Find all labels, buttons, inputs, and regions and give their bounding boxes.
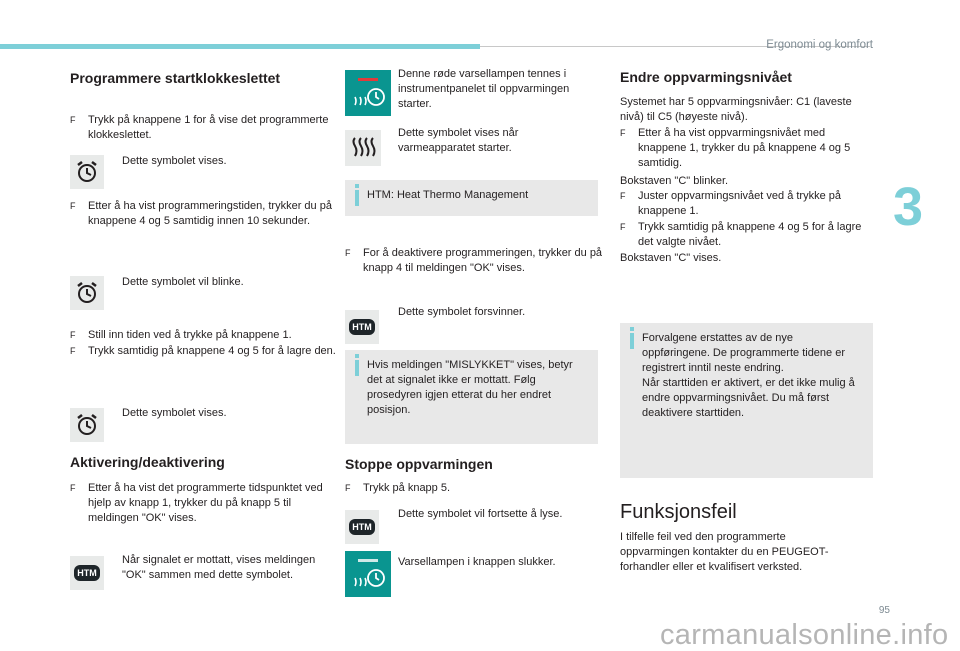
symbol-text-3: Dette symbolet vises. [122,407,227,419]
bullet-text: Trykk på knappene 1 for å vise det programmerte klokkeslettet. [88,114,329,141]
info-icon [355,190,359,206]
symbol-text-4: Når signalet er mottatt, vises meldingen "OK" sammen med dette symbolet. [122,554,316,581]
watermark: carmanualsonline.info [660,619,949,651]
symbol-text-9: Varsellampen i knappen slukker. [398,556,556,568]
bullet-marker: F [620,191,626,201]
alarm-clock-icon-box [70,276,104,310]
info-text: HTM: Heat Thermo Management [367,189,529,201]
bullet-marker: F [345,483,351,493]
bullet-text: Trykk på knapp 5. [363,482,451,494]
info-box-htm [345,180,598,216]
bullet-text: Trykk samtidig på knappene 4 og 5 for å lagre den. [88,345,336,357]
symbol-text-5: Denne røde varsellampen tennes i instrumentpanelet til oppvarmingen starter. [398,68,570,110]
bullet-text: Etter å ha vist programmeringstiden, trykker du på knappene 4 og 5 samtidig innen 10 sekunder. [88,200,332,227]
bullet-marker: F [70,483,76,493]
header-accent-bar [0,44,480,49]
bullet-level-2 [620,189,875,219]
bullet-marker: F [70,330,76,340]
htm-icon-box [345,510,379,544]
info-icon [630,333,634,349]
section-title: Ergonomi og komfort [766,39,873,51]
info-text: Forvalgene erstattes av de nye oppføringene. De programmerte tidene er registrert inntil neste endring. Når starttiden er aktivert, er det ikke mulig å endre oppvarmingsnivået. Du må først deaktivere starttiden. [642,332,855,419]
levels-text: Systemet har 5 oppvarmingsnivåer: C1 (laveste nivå) til C5 (høyeste nivå). [620,96,852,123]
symbol-text-7: Dette symbolet forsvinner. [398,306,526,318]
bullet-step-3 [70,328,340,343]
page-number: 95 [878,605,890,616]
info-icon [355,360,359,376]
bullet-marker: F [70,115,76,125]
heater-warning-lamp-box [345,70,391,116]
c-shown-text: Bokstaven "C" vises. [620,252,722,264]
info-box-mislykket [345,350,598,444]
bullet-text: Etter å ha vist det programmerte tidspunktet ved hjelp av knapp 1, trykker du på knapp 5 til meldingen "OK" vises. [88,482,323,524]
heading-stoppe: Stoppe oppvarmingen [345,456,493,472]
alarm-clock-icon-box [70,408,104,442]
symbol-text-2: Dette symbolet vil blinke. [122,276,244,288]
bullet-step-4 [70,344,340,359]
htm-icon-box [345,310,379,344]
bullet-deactivate [345,246,613,276]
heading-aktivering: Aktivering/deaktivering [70,454,225,470]
bullet-stop [345,481,613,496]
heater-clock-icon [348,554,388,594]
htm-icon: HTM [349,519,375,535]
bullet-text: Still inn tiden ved å trykke på knappene 1. [88,329,292,341]
symbol-text-6: Dette symbolet vises når varmeapparatet starter. [398,127,519,154]
bullet-marker: F [70,346,76,356]
bullet-marker: F [345,248,351,258]
bullet-marker: F [620,222,626,232]
bullet-level-3 [620,220,875,250]
bullet-text: Etter å ha vist oppvarmingsnivået med knappene 1, trykker du på knappene 4 og 5 samtidig. [638,127,851,169]
alarm-clock-icon [74,159,100,185]
c-blinks-text: Bokstaven "C" blinker. [620,175,729,187]
alarm-clock-icon-box [70,155,104,189]
heater-clock-icon [348,73,388,113]
bullet-activate [70,481,340,526]
heater-icon-box [345,130,381,166]
bullet-step-2 [70,199,340,229]
heater-icon [349,134,377,162]
bullet-step-1 [70,113,340,143]
bullet-marker: F [70,201,76,211]
htm-icon: HTM [349,319,375,335]
bullet-level-1 [620,126,875,171]
symbol-text-8: Dette symbolet vil fortsette å lyse. [398,508,563,520]
chapter-number: 3 [893,177,924,237]
htm-icon: HTM [74,565,100,581]
heading-funksjonsfeil: Funksjonsfeil [620,501,737,523]
heading-programmere: Programmere startklokkeslettet [70,70,281,86]
bullet-marker: F [620,128,626,138]
heater-lamp-off-box [345,551,391,597]
malfunction-text: I tilfelle feil ved den programmerte oppvarmingen kontakter du en PEUGEOT-forhandler eller et kvalifisert verksted. [620,531,829,573]
symbol-text-1: Dette symbolet vises. [122,155,227,167]
alarm-clock-icon [74,412,100,438]
bullet-text: Juster oppvarmingsnivået ved å trykke på knappene 1. [638,190,841,217]
info-box-forvalg [620,323,873,478]
info-text: Hvis meldingen "MISLYKKET" vises, betyr det at signalet ikke er mottatt. Følg prosedyren igjen etterat du her endret posisjon. [367,359,573,416]
bullet-text: Trykk samtidig på knappene 4 og 5 for å lagre det valgte nivået. [638,221,862,248]
htm-icon-box [70,556,104,590]
alarm-clock-icon [74,280,100,306]
heading-endre: Endre oppvarmingsnivået [620,69,792,85]
bullet-text: For å deaktivere programmeringen, trykker du på knapp 4 til meldingen "OK" vises. [363,247,603,274]
